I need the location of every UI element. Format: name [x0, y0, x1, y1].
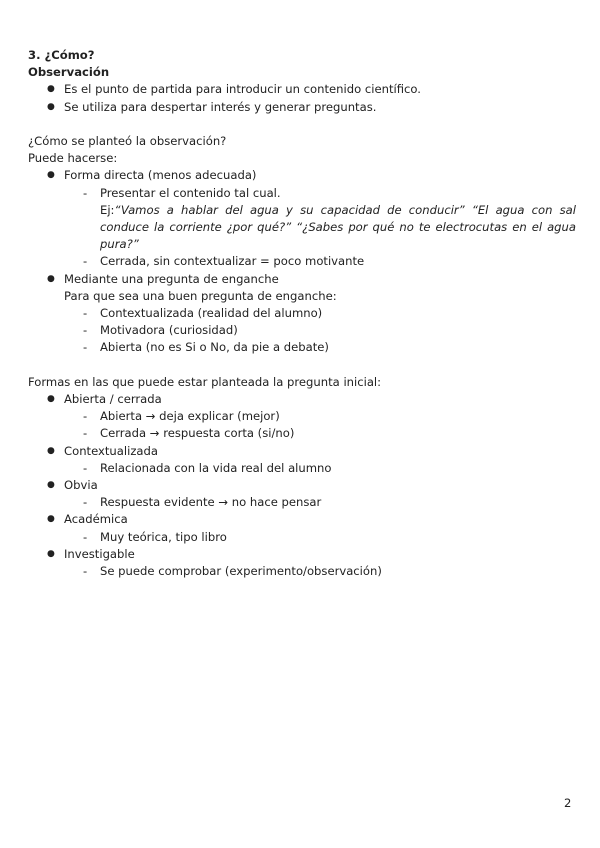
list-item: ● Obvia [28, 477, 576, 494]
bullet-icon: ● [47, 394, 55, 405]
bullet-icon: ● [47, 170, 55, 181]
section-title: 3. ¿Cómo? [28, 48, 95, 62]
page-number: 2 [564, 796, 572, 810]
sub-list-item: - Contextualizada (realidad del alumno) [28, 305, 576, 322]
dash-icon: - [83, 529, 88, 544]
dash-icon: - [83, 409, 88, 424]
can-be-done: Puede hacerse: [28, 151, 118, 166]
question-heading: ¿Cómo se planteó la observación? [28, 134, 227, 148]
sub-list-item: - Abierta → deja explicar (mejor) [28, 408, 576, 425]
dash-icon: - [83, 495, 88, 510]
sub-list-item: - Cerrada → respuesta corta (si/no) [28, 425, 576, 442]
page-content [28, 47, 576, 580]
list-item: ● Es el punto de partida para introducir un contenido científico. [28, 81, 576, 98]
sub-list-item: - Motivadora (curiosidad) [28, 322, 576, 339]
sub-list-item: - Muy teórica, tipo libro [28, 529, 576, 546]
spacer [28, 116, 576, 133]
bullet-icon: ● [47, 273, 55, 284]
spacer [28, 357, 576, 374]
sub-list-item: - Abierta (no es Si o No, da pie a debate) [28, 339, 576, 356]
list-item: ● Forma directa (menos adecuada) [28, 167, 576, 184]
dash-icon: - [83, 426, 88, 441]
subtitle: Observación [28, 65, 110, 80]
dash-icon: - [83, 306, 88, 321]
example-quote: Ej:“Vamos a hablar del agua y su capacidad de conducir” “El agua con sal conduce la corriente ¿por qué?” “¿Sabes por qué no te electrocutas en el agua pura?” [100, 202, 576, 252]
dash-icon: - [83, 340, 88, 355]
sub-list-item: - Cerrada, sin contextualizar = poco motivante [28, 253, 576, 270]
list-item: ● Contextualizada [28, 443, 576, 460]
list-item: ● Investigable [28, 546, 576, 563]
bullet-icon: ● [47, 445, 55, 456]
sub-list-item: - Relacionada con la vida real del alumno [28, 460, 576, 477]
list-item: ● Mediante una pregunta de enganche [28, 271, 576, 288]
dash-icon: - [83, 460, 88, 475]
bullet-icon: ● [47, 101, 55, 112]
dash-icon: - [83, 564, 88, 579]
hook-intro: Para que sea una buen pregunta de enganche: [64, 288, 337, 303]
forms-heading: Formas en las que puede estar planteada la pregunta inicial: [28, 374, 382, 389]
bullet-icon: ● [47, 480, 55, 491]
dash-icon: - [83, 323, 88, 338]
sub-list-item: - Presentar el contenido tal cual. [28, 185, 576, 202]
dash-icon: - [83, 254, 88, 269]
list-item: ● Se utiliza para despertar interés y generar preguntas. [28, 99, 576, 116]
bullet-icon: ● [47, 548, 55, 559]
dash-icon: - [83, 185, 88, 200]
list-item: ● Académica [28, 511, 576, 528]
sub-list-item: - Se puede comprobar (experimento/observación) [28, 563, 576, 580]
bullet-icon: ● [47, 514, 55, 525]
sub-list-item: - Respuesta evidente → no hace pensar [28, 494, 576, 511]
bullet-icon: ● [47, 84, 55, 95]
list-item: ● Abierta / cerrada [28, 391, 576, 408]
